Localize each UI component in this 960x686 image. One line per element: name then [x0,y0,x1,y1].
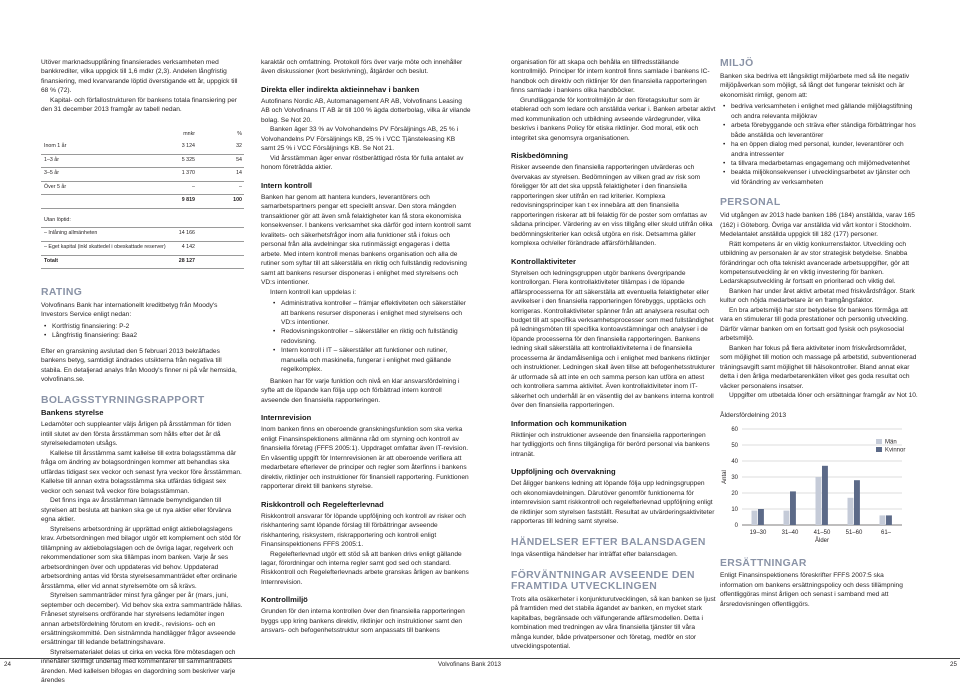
list-item: • arbeta förebyggande och sträva efter ständiga förbättringar hos både anställda och leverantörer [720,121,918,140]
x-tick-label: 19–30 [749,529,767,536]
row-value: 5 325 [181,156,195,163]
information-heading: Information och kommunikation [511,418,627,428]
bar-kvinnor-1 [758,509,764,525]
owners-text: Banken äger 33 % av Volvohandelns PV Försäljnings AB, 25 % i Volvohandelns PV Försäljnings KB, 25 % i VCC Tjänsteleasing KB samt 25 % i VCC Försäljnings KB. Se Not 21. [261,126,459,153]
x-axis-label: Ålder [814,537,830,544]
table-row [41,215,244,229]
board-paragraph: Styrelsens arbetsordning är upprättad enligt aktiebolagslagens krav. Arbetsordningen med bilagor utgör ett komplement och stöd för tillämpning av aktiebolagslagen och de övriga lagar, regelverk och rekommendationer som ska tillämpas inom banken. Varje år ses arbetsordningen över och uppdateras vid behov. Uppdaterad arbetsordning antas vid första styrelsesammanträdet efter ordinarie årsstämma, eller vid annat styrelsemöte om så krävs. [41,525,241,590]
column-1 [41,58,244,686]
risk-text: Riskkontroll ansvarar för löpande uppföljning och kontroll av risker och riskhantering samt löpande förslag till förbättringar avseende riskhantering, risksystem, riskrapportering och kontroll enligt Finansinspektionens FFFS 2005:1. [261,512,466,549]
future-text: Trots alla osäkerheter i konjunkturutvecklingen, så kan banken se ljust på framtiden med det stabila ägandet av banken, en mycket stark kapitalbas, begränsade och välfungerande affärsmodellen. Detta i kombination med tredningen av våra finansiella tjänster till våra många kunder, både privatpersoner och företag, medför en stor utvecklingspotential. [511,595,716,651]
table-row [41,155,244,169]
list-item: • Redovisningskontroller – säkerställer en riktig och fullständig redovisning. [261,327,471,346]
row-value: 4 142 [181,244,195,251]
bar-män-4 [848,497,854,524]
internal-control-list [261,299,471,375]
internal-audit-text: Inom banken finns en oberoende granskningsfunktion som ska verka enligt Finansinspektionens allmänna råd om styrning och kontroll av finansiella företag (FFFS 2005:1). Uppdraget omfattar även IT-revision. En väsentlig uppgift för Internrevisionen är att oberoende verifiera att medarbetare efterlever de principer och regler som återfinns i bankens direktiv, riktlinjer och instruktioner för finansiell rapportering. Funktionen rapporterar direkt till bankens styrelse. [261,426,469,491]
age-distribution-chart [720,423,915,548]
internal-control-heading: Intern kontroll [261,180,313,190]
internal-control-text: Banken har genom att hantera kunders, leverantörers och samarbetspartners pengar ett speciellt ansvar. Den stora mängden transaktioner gör att även små felaktigheter kan få stora ekonomiska konsekvenser. I bankens verksamhet ska därför god intern kontroll samt kvalitets- och säkerhetsfrågor inom alla funktioner stå i fokus och personal från alla avdelningar ska rutinmässigt engageras i detta arbete. Med intern kontroll menas bankens organisation och alla de rutiner som syftar till att säkerställa en riktig och fullständig redovisning samt att bankens resurser disponeras i enlighet med styrelsens och VD:s intentioner. [261,193,472,287]
bar-kvinnor-2 [790,491,796,525]
x-tick-label: 51–60 [845,529,863,536]
legend-swatch [876,447,882,452]
remuneration-text: Enligt Finansinspektionens föreskrifter FFFS 2007:5 ska information om bankens ersättningspolicy och dess tillämpning offentliggöras minst årligen och senast i samband med att årsredovisningen offentliggörs. [720,572,903,608]
risk-assessment-heading: Riskbedömning [511,151,568,161]
header-percent: % [237,130,242,137]
owners-text: Autofinans Nordic AB, Automanagement AR AB, Volvofinans Leasing AB och Volvofinans IT AB är till 100 % ägda dotterbolag, vilka är vilande bolag. Se Not 20. [261,97,471,124]
intro-paragraph: Grundläggande för kontrollmiljön är den företagskultur som är etablerad och som ledare och anställda verkar i. Banken arbetar aktivt med kommunikation och utbildning avseende värdegrunder, vilka beskrivs i bankens Policy för etiska riktlinjer. God moral, etik och integritet ska genomsyra organisationen. [511,96,716,142]
header-mnkr: mnkr [183,130,195,137]
internal-control-lead: Intern kontroll kan uppdelas i: [270,288,357,296]
table-row [41,228,244,242]
chart-svg [720,423,915,548]
personnel-heading: PERSONAL [720,197,781,209]
list-item: • Intern kontroll i IT – säkerställer att funktioner och rutiner, manuella och maskinella, fungerar i enlighet med gällande regelkomplex. [261,346,471,374]
internal-audit-heading: Internrevision [261,413,312,423]
control-activities-heading: Kontrollaktiviteter [511,256,576,266]
events-heading: HÄNDELSER EFTER BALANSDAGEN [511,536,706,548]
control-environment-text: Grunden för den interna kontrollen över den finansiella rapporteringen byggs upp kring bankens direktiv, riktlinjer och instruktioner samt den ansvars- och befogenhetsstruktur som anpassats till bankens [261,608,465,635]
personnel-text: Uppgifter om utbetalda löner och ersättningar framgår av Not 10. [729,392,918,400]
risk-heading: Riskkontroll och Regelefterlevnad [261,499,384,509]
bar-män-1 [752,510,758,524]
bar-kvinnor-5 [886,515,892,525]
row-label: Inom 1 år [44,142,67,149]
list-item: • bedriva verksamheten i enlighet med gällande miljölagstiftning och andra relevanta miljökrav [720,102,918,121]
legend-label: Kvinnor [885,447,906,454]
footer-title: Volvofinans Bank 2013 [438,661,501,668]
row-label: 1–3 år [44,156,60,163]
personnel-text: Banken har under året aktivt arbetat med friskvårdsfrågor. Stark kultur och nöjda medarbetare är en framgångsfaktor. [720,287,915,305]
intro-paragraph: organisation för att skapa och behålla en tillfredsställande kontrollmiljö. Principer för intern kontroll finns samlade i bankens IC-handbok och direktiv och riktlinjer för den finansiella rapporteringen finns samlade i bankens olika handböcker. [511,59,710,95]
column-4 [720,58,918,609]
environment-heading: MILJÖ [720,58,754,69]
row-label: – Eget kapital (inkl skattedel i obeskattade reserver) [44,244,166,251]
y-tick-label: 10 [731,506,738,513]
row-value: 3 124 [181,142,195,149]
bar-män-2 [784,510,790,524]
table-row-subtotal [41,195,244,209]
owners-text: Vid årsstämman äger envar röstberättigad rösta för fulla antalet av honom företrädda aktier. [261,154,464,172]
row-value: 28 127 [178,257,195,264]
internal-control-after: Banken har för varje funktion och nivå en klar ansvarsfördelning i syfte att de löpande kan följa upp och förbättrad intern kontroll avseende den finansiella rapporteringen. [261,377,460,404]
bar-kvinnor-3 [822,465,828,524]
governance-heading: BOLAGSSTYRNINGSRAPPORT [41,394,205,406]
board-paragraph: Kallelse till årsstämma samt kallelse till extra bolagsstämma där fråga om ändring av bolagsordningen kommer att behandlas ska utfärdas tidigast sex veckor och senast fyra veckor före årsstämman. Kallelse till annan extra bolagsstämma ska utfärdas tidigast sex veckor och senast två veckor före bolagsstämman. [41,449,242,495]
financing-table [41,129,244,269]
rating-after: Efter en granskning avslutad den 5 februari 2013 bekräftades bankens betyg, samtidigt ändrades utsikterna från negativa till stabila. En detaljerad analys från Moody's finner ni på vår hemsida, volvofinans.se. [41,347,237,384]
monitoring-text: Det åligger bankens ledning att löpande följa upp ledningsgruppen och ekonomiavdelningen. Därutöver genomför funktionerna för internrevision samt riskkontroll och regelefterlevnad uppföljning enligt de riktlinjer som styrelsen fastställt. Resultat av utvärderingsaktiviteter rapporteras till ledning samt styrelse. [511,480,715,526]
board-paragraph: Ledamöter och suppleanter väljs årligen på årsstämman för tiden intill slutet av den första årsstämman som hålls efter det år då styrelseledamoten utsågs. [41,421,231,448]
row-label: Utan löptid: [44,216,71,223]
risk-text: Regelefterlevnad utgör ett stöd så att banken drivs enligt gällande lagar, förordningar och interna regler samt god sed och standard. Riskkontroll och Regelefterlevnads arbete granskas årligen av bankens Internrevision. [261,550,469,586]
board-paragraph: Styrelsematerialet delas ut cirka en vecka före mötesdagen och innehåller skriftligt underlag med kommentarer till sammanträdets ärenden. Med kallelsen bifogas en dagordning som beskriver varje ärendes [41,648,236,685]
row-value: 9 819 [181,197,195,204]
row-percent: 54 [236,156,242,163]
remuneration-heading: ERSÄTTNINGAR [720,557,807,569]
y-axis-label: Antal [722,469,728,484]
y-tick-label: 30 [731,474,738,481]
legend-label: Män [885,439,897,446]
control-activities-text: Styrelsen och ledningsgruppen utgör bankens övergripande kontrollorgan. Flera kontrollaktiviteter tillämpas i de löpande affärsprocesserna för att säkerställa att eventuella felaktigheter eller avvikelser i den finansiella rapporteringen förebyggs, upptäcks och korrigeras. Kontrollaktiviteter spänner från att analysera resultat och budget till att specifika verksamhetsprocesser som med fullständighet på ledningsmöten till specifika kontoavstämningar och analyser i de löpande processerna för den finansiella rapporteringen. Bankens ledning skall säkerställa att kontrollaktiviteterna i de finansiella processerna är ändamålsenliga och i enlighet med bankens riktlinjer och instruktioner. Ledningen skall även tillse att befogenhetsstrukturer är utformade så att inte en och samma person kan utföra en attest och kontrollera samma aktivitet. Även kontrollaktiviteter inom IT-säkerhet och underhåll är en väsentlig del av bankens interna kontroll över den finansiella rapporteringen. [511,269,715,410]
row-value: – [192,183,195,190]
intro-paragraph: Utöver marknadsupplåning finansierades verksamheten med bankkrediter, vilka uppgick till 1,6 mdkr (2,3). Andelen långfristig finansiering, med kvarvarande löptid överstigande ett år, uppgick till 68 % (72). [41,59,238,95]
personnel-text: En bra arbetsmiljö har stor betydelse för bankens förmåga att vara en stimulerar till goda prestationer och personlig utveckling. Därför värnar banken om en fortsatt god fysisk och psykosocial arbetsmiljö. [720,306,909,343]
personnel-text: Vid utgången av 2013 hade banken 186 (184) anställda, varav 165 (162) i Göteborg. Övriga var anställda vid vårt kontor i Stockholm. Medelantalet anställda uppgick till 182 (177) personer. [720,212,915,239]
y-tick-label: 40 [731,458,738,465]
board-heading: Bankens styrelse [41,408,104,418]
footer-rule [0,658,960,659]
monitoring-heading: Uppföljning och övervakning [511,467,616,477]
x-tick-label: 61– [880,529,892,536]
list-item: • Långfristig finansiering: Baa2 [41,331,244,340]
legend-swatch [876,439,882,444]
table-row [41,168,244,182]
page-number-right: 25 [950,661,957,668]
list-item: • beakta miljökonsekvenser i utvecklingsarbetet av tjänster och vid förändring av verksamheten [720,168,918,187]
row-label: Över 5 år [44,183,67,190]
table-row [41,242,244,256]
y-tick-label: 50 [731,442,738,449]
column-2 [261,58,471,636]
table-header [41,129,244,141]
row-label: – Inlåning allmänheten [44,230,98,237]
chart-title: Åldersfördelning 2013 [720,411,787,419]
board-paragraph: Styrelsen sammanträder minst fyra gånger per år (mars, juni, september och december). Vid behov ska extra sammanträde hållas. Fråneset styrelsens ordförande har styrelsens ledamöter ingen annan arbetsfördelning förutom en kredit-, revisions- och en ersättningskommitté. Den sistnämnda handlägger frågor avseende ersättningar till ledande befattningshavare. [41,592,243,647]
row-percent: 14 [236,170,242,177]
list-item: • ta tillvara medarbetarnas engagemang och miljömedvetenhet [720,159,918,168]
events-text: Inga väsentliga händelser har inträffat efter balansdagen. [511,551,678,559]
risk-assessment-text: Risker avseende den finansiella rapporteringen utvärderas och övervakas av styrelsen. Bedömningen av vilken grad av risk som föreligger för att det ska uppstå felaktigheter i den finansiella rapporteringen sker utifrån en rad kriterier. Komplexa redovisningsprinciper kan t ex innebära att den finansiella rapporteringen riskerar att bli felaktig för de poster som omfattas av sådana principer. Värdering av en viss tillgång eller skuld utifrån olika bedömningskriterier kan också utgöra en risk. Detsamma gäller komplexa och/eller förändrade affärsförhållanden. [511,164,713,248]
row-percent: – [239,183,242,190]
row-percent: 100 [233,197,242,204]
table-row [41,182,244,196]
personnel-text: Rätt kompetens är en viktig konkurrensfaktor. Utveckling och utbildning av personalen är av stor strategisk betydelse. Snabba förändringar och ofta tekniskt avancerade arbetsuppgifter, gör att kompetensutveckling är en viktig investering för banken. Ledarskapsutveckling är fortsatt en prioriterad och viktig del. [720,240,910,286]
table-row-total [41,256,244,270]
information-text: Riktlinjer och instruktioner avseende den finansiella rapporteringen har tydliggjorts och finns tillgängliga för berörd personal via bankens intranät. [511,431,710,458]
intro-paragraph: karaktär och omfattning. Protokoll förs över varje möte och innehåller även diskussioner (kort beskrivning), åtgärder och beslut. [261,59,463,76]
environment-list [720,102,918,187]
row-label: 3–5 år [44,170,60,177]
environment-text: Banken ska bedriva ett långsiktigt miljöarbete med så lite negativ miljöpåverkan som möjligt, så långt det fungerar tekniskt och är ekonomiskt rimligt, genom att: [720,72,910,99]
list-item: • Kortfristig finansiering: P-2 [41,322,244,331]
table-caption: Kapital- och förfallostrukturen för bankens totala finansiering per den 31 december 2013 framgår av tabell nedan. [41,96,237,114]
x-tick-label: 31–40 [781,529,799,536]
bar-män-3 [816,477,822,525]
list-item: • Administrativa kontroller – främjar effektiviteten och säkerställer att bankens resurser disponeras i enlighet med styrelsens och VD:s intentioner. [261,299,471,327]
column-3 [511,58,716,652]
table-row [41,141,244,155]
row-value: 1 370 [181,170,195,177]
rating-heading: RATING [41,287,83,299]
bar-män-5 [880,515,886,525]
y-tick-label: 0 [734,522,738,529]
y-tick-label: 60 [731,426,738,433]
rating-list [41,322,244,341]
future-heading: FÖRVÄNTNINGAR AVSEENDE DEN FRAMTIDA UTVECKLINGEN [511,569,695,593]
y-tick-label: 20 [731,490,738,497]
bar-kvinnor-4 [854,480,860,525]
row-percent: 32 [236,142,242,149]
personnel-text: Banken har fokus på flera aktiviteter inom friskvårdsområdet, som möjlighet till motion och massage på arbetstid, subventionerad träningsavgift samt möjlighet till hälsokontroller. Bland annat ekar detta i den årliga medarbetarenkäten vilket ges goda resultat och väcker personalens insatser. [720,344,917,390]
board-paragraph: Det finns inga av årsstämman lämnade bemyndiganden till styrelsen att besluta att banken ska ge ut nya aktier eller förvärva egna aktier. [41,497,232,524]
row-label: Totalt [44,257,59,264]
page-number-left: 24 [4,661,11,668]
x-tick-label: 41–50 [813,529,831,536]
list-item: • ha en öppen dialog med personal, kunder, leverantörer och andra intressenter [720,140,918,159]
rating-text: Volvofinans Bank har internationellt kreditbetyg från Moody's Investors Service enligt nedan: [41,301,218,319]
owners-heading: Direkta eller indirekta aktieinnehav i banken [261,84,420,94]
row-value: 14 166 [178,230,195,237]
control-environment-heading: Kontrollmiljö [261,595,308,605]
